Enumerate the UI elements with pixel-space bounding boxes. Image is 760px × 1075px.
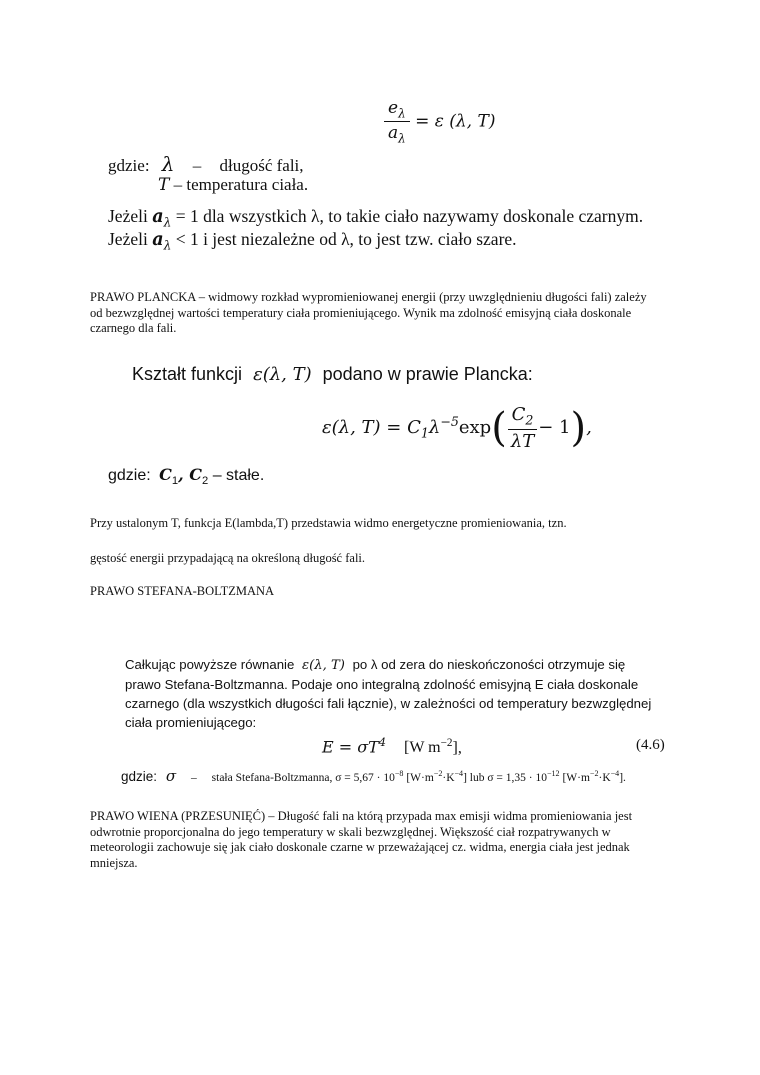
- condition-2-sub: λ: [163, 238, 172, 253]
- where-label: gdzie:: [108, 156, 150, 175]
- planck-fraction-num: C: [511, 404, 526, 425]
- energy-density-text: gęstość energii przypadającą na określoną długość fali.: [90, 551, 366, 565]
- equation-number: (4.6): [636, 737, 665, 753]
- lambda-dash: –: [192, 156, 202, 175]
- where-temperature-line: [158, 175, 308, 195]
- planck-comma: ,: [586, 416, 592, 438]
- stefan-line-1-prefix: Całkując powyższe równanie: [125, 657, 295, 672]
- planck-minus-one: − 1: [538, 416, 571, 438]
- condition-1-a: a: [152, 207, 164, 227]
- stefan-unit-power: −2: [440, 737, 453, 749]
- planck-c1-sub: 1: [420, 425, 429, 441]
- temperature-description: – temperatura ciała.: [173, 175, 309, 194]
- fixed-t-text: Przy ustalonym T, funkcja E(lambda,T) przedstawia widmo energetyczne promieniowania, tzn.: [90, 516, 567, 530]
- sigma-unit-2-k: ·K: [598, 772, 611, 784]
- shape-function: ε(λ, T): [253, 364, 312, 385]
- planck-fraction: [507, 404, 538, 452]
- stefan-formula: E = σT: [322, 737, 379, 757]
- condition-grey-body: [108, 229, 517, 253]
- condition-1-prefix: Jeżeli: [108, 206, 148, 226]
- shape-line: [132, 364, 533, 385]
- sigma-text: stała Stefana-Boltzmanna, σ = 5,67 · 10: [211, 772, 395, 784]
- stefan-line-4: ciała promieniującego:: [125, 715, 257, 730]
- stefan-heading: PRAWO STEFANA-BOLTZMANA: [90, 584, 275, 598]
- sigma-exp-2: −12: [546, 769, 560, 779]
- stefan-function: ε(λ, T): [302, 658, 345, 673]
- constant-c2-sub: 2: [202, 475, 209, 488]
- sigma-exp-1: −8: [394, 769, 404, 779]
- stefan-line-1: [125, 655, 670, 675]
- ratio-equation: [384, 98, 495, 146]
- sigma-end: ].: [619, 772, 626, 784]
- sigma-unit-2: [W·m: [559, 772, 590, 784]
- stefan-line-1-suffix: po λ od zera do nieskończoności otrzymuje się: [352, 657, 626, 672]
- sigma-unit-1-k-power: −4: [454, 769, 464, 779]
- constant-c2: , C: [178, 465, 202, 484]
- where-constants: [108, 465, 264, 487]
- wien-paragraph: PRAWO WIENA (PRZESUNIĘĆ) – Długość fali na którą przypada max emisji widma promieniowania jest odwrotnie proporcjonalna do jego temperatury w skali bezwzględnej. Większość ciał rozpatrywanych w meteorologii zachowuje się jak ciało doskonale czarne w przeważającej cz. widma, energia ciała jest jednak mniejsza.: [90, 809, 633, 870]
- condition-black-body: [108, 206, 643, 230]
- lambda-symbol: λ: [161, 152, 175, 176]
- lambda-description: długość fali,: [219, 156, 304, 175]
- ratio-denominator-sub: λ: [398, 131, 406, 146]
- stefan-line-3: czarnego (dla wszystkich długości fali łącznie), w zależności od temperatury bezwzględnej: [125, 696, 652, 711]
- planck-lhs: ε(λ, T) = C: [322, 416, 421, 438]
- shape-prefix: Kształt funkcji: [132, 364, 243, 384]
- planck-equation: [322, 404, 592, 452]
- sigma-alt: ] lub σ = 1,35 · 10: [463, 772, 547, 784]
- sigma-symbol: σ: [165, 767, 177, 785]
- stefan-line-2: prawo Stefana-Boltzmanna. Podaje ono integralną zdolność emisyjną E ciała doskonale: [125, 677, 639, 692]
- planck-lambda-power: −5: [440, 413, 459, 429]
- condition-2-prefix: Jeżeli: [108, 229, 148, 249]
- planck-exp: exp: [458, 416, 492, 438]
- where-sigma-label: gdzie:: [121, 769, 158, 784]
- ratio-denominator: a: [388, 123, 399, 144]
- where-lambda-line: [108, 152, 304, 176]
- planck-open-paren: (: [491, 404, 507, 451]
- planck-fraction-den: λT: [510, 430, 535, 452]
- shape-suffix: podano w prawie Plancka:: [322, 364, 533, 384]
- sigma-unit-2-k-power: −4: [610, 769, 620, 779]
- condition-2-a: a: [152, 230, 164, 250]
- ratio-numerator-sub: λ: [398, 106, 406, 121]
- sigma-unit-1: [W·m: [403, 772, 434, 784]
- planck-lambda: λ: [428, 416, 441, 438]
- ratio-fraction: [384, 98, 410, 146]
- constants-description: – stałe.: [212, 467, 265, 484]
- sigma-dash: –: [191, 772, 197, 784]
- stefan-equation: [322, 736, 462, 757]
- sigma-unit-1-k: ·K: [442, 772, 455, 784]
- sigma-unit-1-m-power: −2: [433, 769, 443, 779]
- ratio-rhs: = ε (λ, T): [415, 111, 496, 132]
- ratio-numerator: e: [388, 98, 399, 118]
- where-constants-label: gdzie:: [108, 467, 151, 484]
- constant-c1: C: [159, 465, 172, 484]
- planck-fraction-num-sub: 2: [525, 412, 534, 428]
- condition-1-text: = 1 dla wszystkich λ, to takie ciało nazywamy doskonale czarnym.: [175, 206, 644, 226]
- stefan-unit: [W m: [403, 739, 441, 757]
- stefan-unit-end: ],: [452, 739, 462, 757]
- planck-close-paren: ): [570, 404, 587, 451]
- condition-2-text: < 1 i jest niezależne od λ, to jest tzw. ciało szare.: [175, 229, 517, 249]
- sigma-unit-2-m-power: −2: [589, 769, 599, 779]
- constant-c1-sub: 1: [171, 475, 179, 488]
- condition-1-sub: λ: [163, 215, 172, 230]
- temperature-symbol: T: [158, 175, 170, 195]
- planck-paragraph: PRAWO PLANCKA – widmowy rozkład wypromieniowanej energii (przy uwzględnieniu długości fali) zależy od bezwzględnej wartości temperatury ciała promieniującego. Wynik ma zdolność emisyjną ciała doskonale czarnego dla fali.: [90, 290, 647, 335]
- stefan-paragraph: [125, 655, 670, 732]
- stefan-power: 4: [378, 736, 386, 749]
- where-sigma: [121, 767, 626, 785]
